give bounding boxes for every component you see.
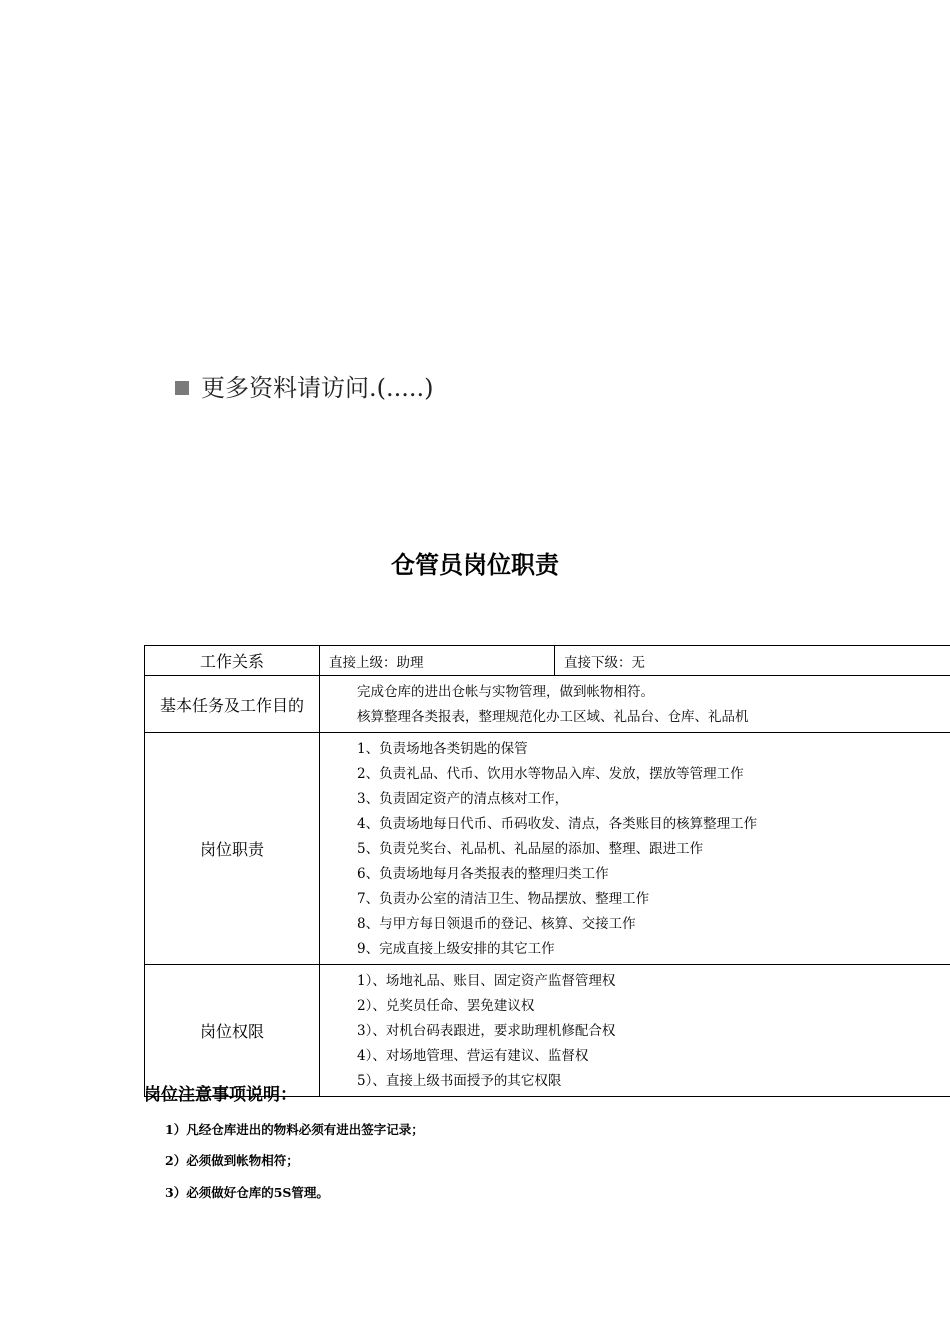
table-row-relation: [145, 646, 950, 676]
authority-item: 4）、对场地管理、营运有建议、监督权: [357, 1048, 589, 1064]
document-title: 仓管员岗位职责: [391, 550, 559, 579]
authority-cell: [320, 965, 950, 1097]
more-info-text: 更多资料请访问.(.....): [201, 374, 434, 402]
duty-item: 2、负责礼品、代币、饮用水等物品入库、发放，摆放等管理工作: [357, 766, 744, 782]
basic-line: 完成仓库的进出仓帐与实物管理，做到帐物相符。: [357, 684, 654, 700]
duties-label: 岗位职责: [145, 733, 320, 965]
table-row-basic: [145, 676, 950, 733]
authority-label: 岗位权限: [145, 965, 320, 1097]
duty-item: 5、负责兑奖台、礼品机、礼品屋的添加、整理、跟进工作: [357, 841, 704, 857]
authority-item: 3）、对机台码表跟进，要求助理机修配合权: [357, 1023, 616, 1039]
duty-item: 7、负责办公室的清洁卫生、物品摆放、整理工作: [357, 891, 650, 907]
authority-item: 2）、兑奖员任命、罢免建议权: [357, 998, 535, 1014]
basic-label: 基本任务及工作目的: [145, 676, 320, 733]
table-row-authority: [145, 965, 950, 1097]
superior-cell: 直接上级：助理: [320, 646, 555, 676]
note-item: 1）凡经仓库进出的物料必须有进出签字记录；: [165, 1122, 424, 1137]
more-info-line: [175, 372, 434, 404]
note-item: 2）必须做到帐物相符；: [165, 1153, 299, 1168]
authority-item: 1）、场地礼品、账目、固定资产监督管理权: [357, 973, 616, 989]
duty-table: [144, 645, 950, 1097]
basic-cell: [320, 676, 950, 733]
duty-item: 3、负责固定资产的清点核对工作，: [357, 791, 569, 807]
square-bullet-icon: [175, 381, 189, 395]
duty-item: 4、负责场地每日代币、币码收发、清点，各类账目的核算整理工作: [357, 816, 758, 832]
duty-item: 8、与甲方每日领退币的登记、核算、交接工作: [357, 916, 636, 932]
authority-item: 5）、直接上级书面授予的其它权限: [357, 1073, 562, 1089]
note-item: 3）必须做好仓库的5S管理。: [165, 1185, 329, 1200]
duty-item: 9、完成直接上级安排的其它工作: [357, 941, 555, 957]
duty-item: 1、负责场地各类钥匙的保管: [357, 741, 528, 757]
basic-line: 核算整理各类报表，整理规范化办工区域、礼品台、仓库、礼品机: [357, 709, 749, 725]
notes-heading: 岗位注意事项说明：: [144, 1085, 297, 1105]
duty-item: 6、负责场地每月各类报表的整理归类工作: [357, 866, 609, 882]
table-row-duties: [145, 733, 950, 965]
relation-label: 工作关系: [145, 646, 320, 676]
duties-cell: [320, 733, 950, 965]
subordinate-cell: 直接下级：无: [555, 646, 950, 676]
